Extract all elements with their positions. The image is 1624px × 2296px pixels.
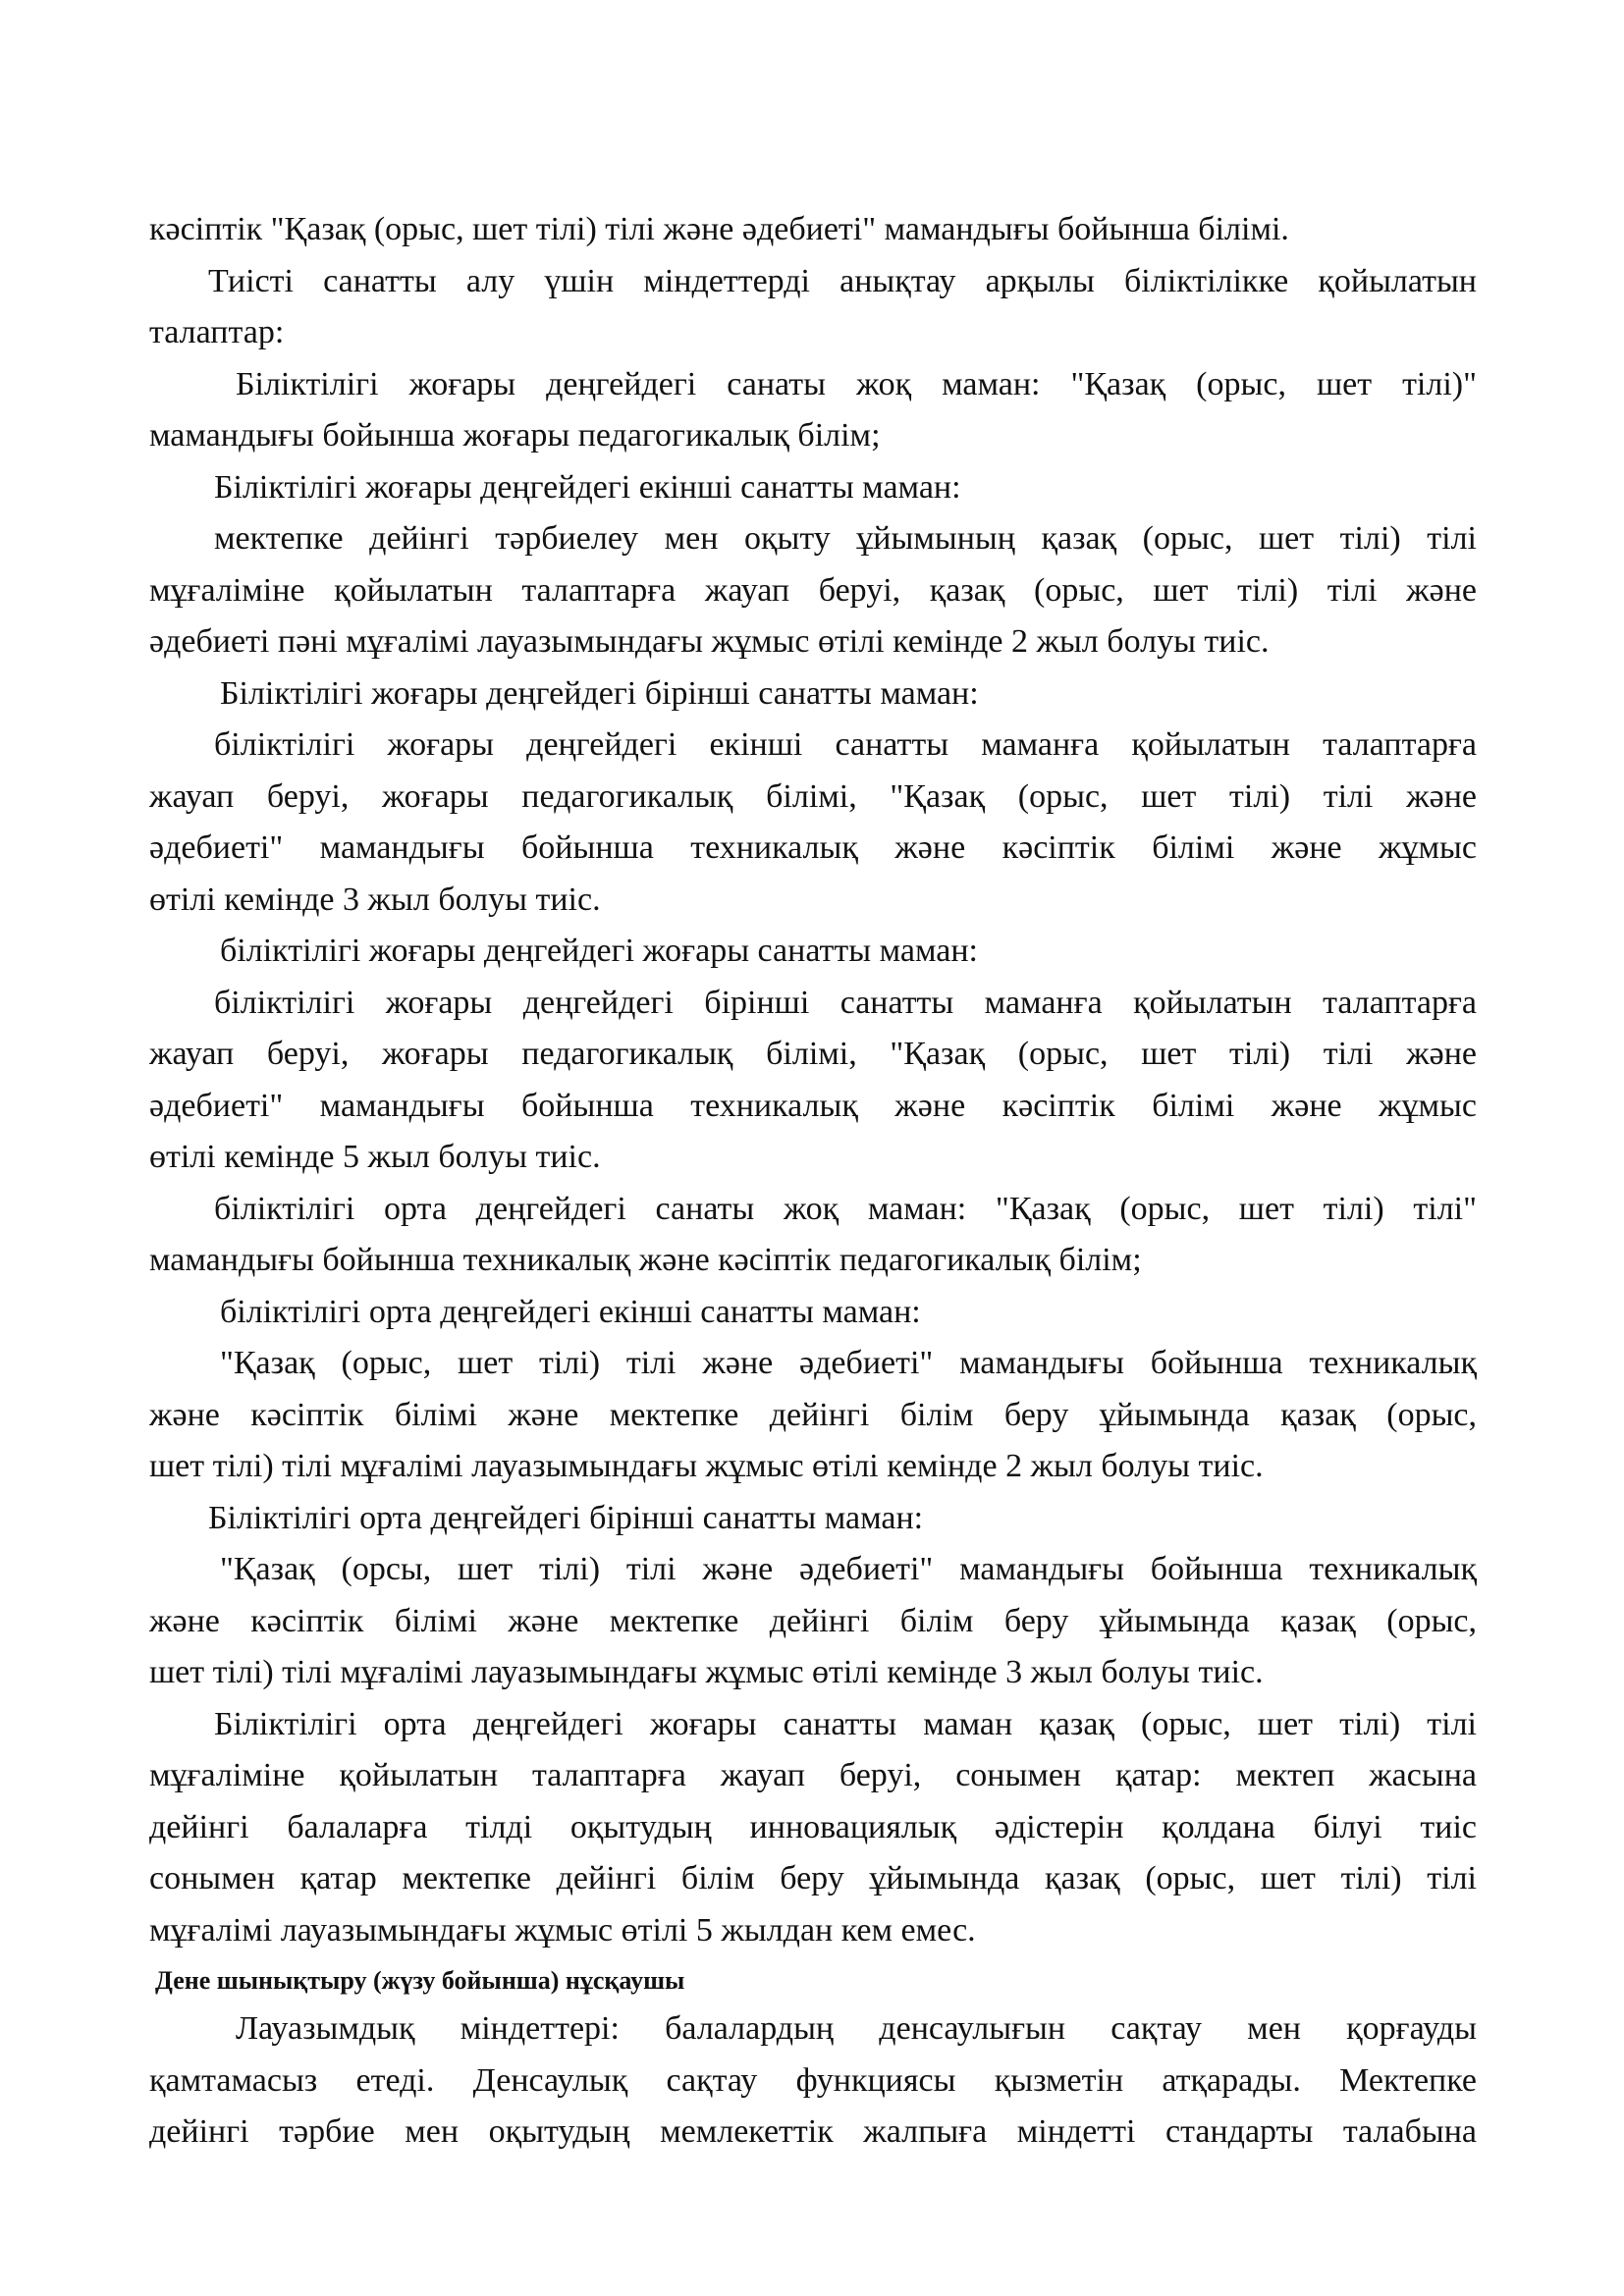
text-line: мұғаліміне қойылатын талаптарға жауап беруі, сонымен қатар: мектеп жасына [149,1757,1477,1793]
text-line: мамандығы бойынша техникалық және кәсіптік педагогикалық білім; [149,1242,1142,1278]
paragraph [149,359,1477,462]
text-line: шет тілі) тілі мұғалімі лауазымындағы жұмыс өтілі кемінде 3 жыл болуы тиіс. [149,1654,1264,1690]
text-line: өтілі кемінде 5 жыл болуы тиіс. [149,1139,601,1175]
text-line: Біліктілігі жоғары деңгейдегі екінші санатты маман: [214,468,961,506]
text-line: әдебиеті" мамандығы бойынша техникалық және кәсіптік білімі және жұмыс [149,1087,1477,1124]
paragraph [149,1338,1477,1493]
text-line: сонымен қатар мектепке дейінгі білім беру ұйымында қазақ (орыс, шет тілі) тілі [149,1860,1477,1896]
paragraph [149,2003,1477,2159]
paragraph [149,1493,1477,1545]
text-line: "Қазақ (орыс, шет тілі) тілі және әдебиеті" мамандығы бойынша техникалық [220,1345,1477,1381]
text-line: Біліктілігі орта деңгейдегі жоғары санатты маман қазақ (орыс, шет тілі) тілі [214,1705,1477,1742]
text-line: "Қазақ (орсы, шет тілі) тілі және әдебиеті" мамандығы бойынша техникалық [220,1551,1477,1587]
text-line: мамандығы бойынша жоғары педагогикалық білім; [149,417,881,454]
text-line: жауап беруі, жоғары педагогикалық білімі, "Қазақ (орыс, шет тілі) тілі және [149,1036,1477,1072]
text-line: қамтамасыз етеді. Денсаулық сақтау функциясы қызметін атқарады. Мектепке [149,2061,1477,2099]
text-line: шет тілі) тілі мұғалімі лауазымындағы жұмыс өтілі кемінде 2 жыл болуы тиіс. [149,1448,1264,1484]
paragraph [149,1699,1477,1957]
text-line: әдебиеті пәні мұғалімі лауазымындағы жұмыс өтілі кемінде 2 жыл болуы тиіс. [149,623,1270,660]
paragraph [149,1184,1477,1287]
paragraph [149,1287,1477,1339]
text-line: мұғалімі лауазымындағы жұмыс өтілі 5 жылдан кем емес. [149,1911,976,1949]
paragraph [149,256,1477,359]
text-line: біліктілігі жоғары деңгейдегі бірінші санатты маманға қойылатын талаптарға [214,984,1477,1021]
text-line: кәсіптік "Қазақ (орыс, шет тілі) тілі және әдебиеті" мамандығы бойынша білімі. [149,211,1289,247]
paragraph [149,204,1477,256]
text-line: мектепке дейінгі тәрбиелеу мен оқыту ұйымының қазақ (орыс, шет тілі) тілі [214,520,1477,557]
text-line: және кәсіптік білімі және мектепке дейінгі білім беру ұйымында қазақ (орыс, [149,1396,1477,1433]
text-line: мұғаліміне қойылатын талаптарға жауап беруі, қазақ (орыс, шет тілі) тілі және [149,571,1477,609]
text-line: дейінгі балаларға тілді оқытудың инновациялық әдістерін қолдана білуі тиіс [149,1808,1477,1845]
text-line: және кәсіптік білімі және мектепке дейінгі білім беру ұйымында қазақ (орыс, [149,1602,1477,1639]
paragraph [149,1544,1477,1699]
text-line: талаптар: [149,314,285,350]
text-line: дейінгі тәрбие мен оқытудың мемлекеттік жалпыға міндетті стандарты талабына [149,2113,1477,2150]
text-line: біліктілігі жоғары деңгейдегі жоғары санатты маман: [220,933,978,969]
document-page [149,204,1477,2159]
section-heading: Дене шынықтыру (жүзу бойынша) нұсқаушы [155,1966,685,1995]
text-line: жауап беруі, жоғары педагогикалық білімі, "Қазақ (орыс, шет тілі) тілі және [149,777,1477,815]
text-line: Біліктілігі орта деңгейдегі бірінші санатты маман: [208,1499,924,1536]
text-line: біліктілігі орта деңгейдегі санаты жоқ маман: "Қазақ (орыс, шет тілі) тілі" [214,1190,1477,1227]
paragraph [149,668,1477,721]
text-line: өтілі кемінде 3 жыл болуы тиіс. [149,881,601,918]
paragraph [149,513,1477,668]
text-line: әдебиеті" мамандығы бойынша техникалық және кәсіптік білімі және жұмыс [149,829,1477,866]
text-line: біліктілігі орта деңгейдегі екінші санатты маман: [220,1293,921,1330]
text-line: Тиісті санатты алу үшін міндеттерді анықтау арқылы біліктілікке қойылатын [208,262,1477,299]
paragraph [149,462,1477,514]
text-line: біліктілігі жоғары деңгейдегі екінші санатты маманға қойылатын талаптарға [214,726,1477,763]
paragraph [149,720,1477,926]
paragraph [149,926,1477,978]
text-line: Біліктілігі жоғары деңгейдегі санаты жоқ маман: "Қазақ (орыс, шет тілі)" [236,365,1477,402]
text-line: Біліктілігі жоғары деңгейдегі бірінші санатты маман: [220,674,979,712]
text-line: Лауазымдық міндеттері: балалардың денсаулығын сақтау мен қорғауды [236,2010,1477,2047]
paragraph [149,978,1477,1184]
